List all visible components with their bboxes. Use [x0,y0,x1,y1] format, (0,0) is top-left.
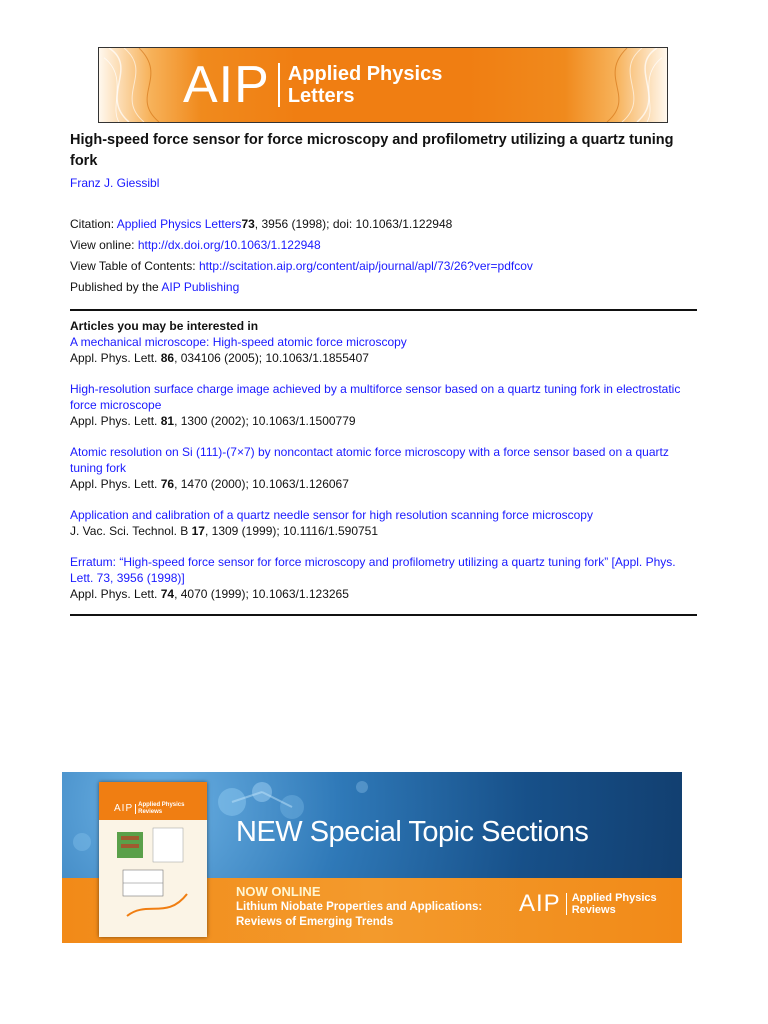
logo-divider [278,63,280,107]
view-online-line: View online: http://dx.doi.org/10.1063/1.122948 [70,238,321,252]
swirl-decoration-right [577,48,667,122]
cover-logo: AIP Applied Physics Reviews [114,802,185,815]
journal-name-line2: Letters [287,85,355,107]
published-line: Published by the AIP Publishing [70,280,240,294]
author-link[interactable]: Franz J. Giessibl [70,176,160,190]
aip-logo-mark: AIP [183,56,270,114]
citation-line: Citation: Applied Physics Letters73, 3956 (1998); doi: 10.1063/1.122948 [70,217,453,231]
related-article-link[interactable]: Atomic resolution on Si (111)-(7×7) by noncontact atomic force microscopy with a force sensor based on a quartz tuning fork [70,445,669,475]
journal-cover [99,782,207,937]
related-articles [70,318,697,617]
view-toc-line: View Table of Contents: http://scitation.aip.org/content/aip/journal/apl/73/26?ver=pdfcov [70,259,533,273]
advert-headline: NEW Special Topic Sections [236,816,589,848]
related-article: Application and calibration of a quartz needle sensor for high resolution scanning force microscopy J. Vac. Sci. Technol. B 17, 1309 (1999); 10.1116/1.590751 [70,508,593,538]
related-article-link[interactable]: High-resolution surface charge image achieved by a multiforce sensor based on a quartz tuning fork in electrostatic force microscope [70,382,681,412]
toc-link[interactable]: http://scitation.aip.org/content/aip/journal/apl/73/26?ver=pdfcov [198,259,533,273]
related-article-link[interactable]: Application and calibration of a quartz needle sensor for high resolution scanning force microscopy [70,508,593,522]
aip-logo [183,54,442,116]
swirl-decoration-left [99,48,189,122]
doi-link[interactable]: http://dx.doi.org/10.1063/1.122948 [137,238,321,252]
cover-logo-mark: AIP [114,803,134,814]
related-article-link[interactable]: Erratum: “High-speed force sensor for force microscopy and profilometry utilizing a quartz tuning fork” [Appl. Phys. Lett. 73, 3956 (1998)] [70,555,676,585]
related-article: Erratum: “High-speed force sensor for force microscopy and profilometry utilizing a quartz tuning fork” [Appl. Phys. Lett. 73, 3956 (1998)] Appl. Phys. Lett. 74, 4070 (1999); 10.1063/1.123265 [70,555,676,601]
related-heading: Articles you may be interested in [70,319,259,333]
advert-subtitle: Lithium Niobate Properties and Applications: Reviews of Emerging Trends [236,901,483,928]
citation-volume: 73 [241,217,255,231]
related-article: Atomic resolution on Si (111)-(7×7) by noncontact atomic force microscopy with a force sensor based on a quartz tuning fork Appl. Phys. Lett. 76, 1470 (2000); 10.1063/1.126067 [70,445,669,491]
now-online-label: NOW ONLINE [236,884,321,899]
citation-journal-link[interactable]: Applied Physics Letters [116,217,242,231]
cover-figure-image [117,824,189,924]
publisher-link[interactable]: AIP Publishing [161,280,240,294]
advert-aip-logo: AIP Applied Physics Reviews [519,890,657,917]
divider-bottom [70,614,697,616]
special-topic-advert[interactable] [62,772,682,943]
related-article-link[interactable]: A mechanical microscope: High-speed atomic force microscopy [70,335,407,349]
advert-logo-mark: AIP [519,890,561,917]
article-metadata [70,214,533,298]
divider-top [70,309,697,311]
journal-banner [98,47,668,123]
related-article: High-resolution surface charge image achieved by a multiforce sensor based on a quartz tuning fork in electrostatic force microscope Appl. Phys. Lett. 81, 1300 (2002); 10.1063/1.1500779 [70,382,681,428]
related-article: A mechanical microscope: High-speed atomic force microscopy Appl. Phys. Lett. 86, 034106 (2005); 10.1063/1.1855407 [70,335,407,365]
journal-name-line1: Applied Physics [287,63,443,85]
journal-name [288,63,443,107]
article-title: High-speed force sensor for force microscopy and profilometry utilizing a quartz tuning fork [70,132,674,169]
